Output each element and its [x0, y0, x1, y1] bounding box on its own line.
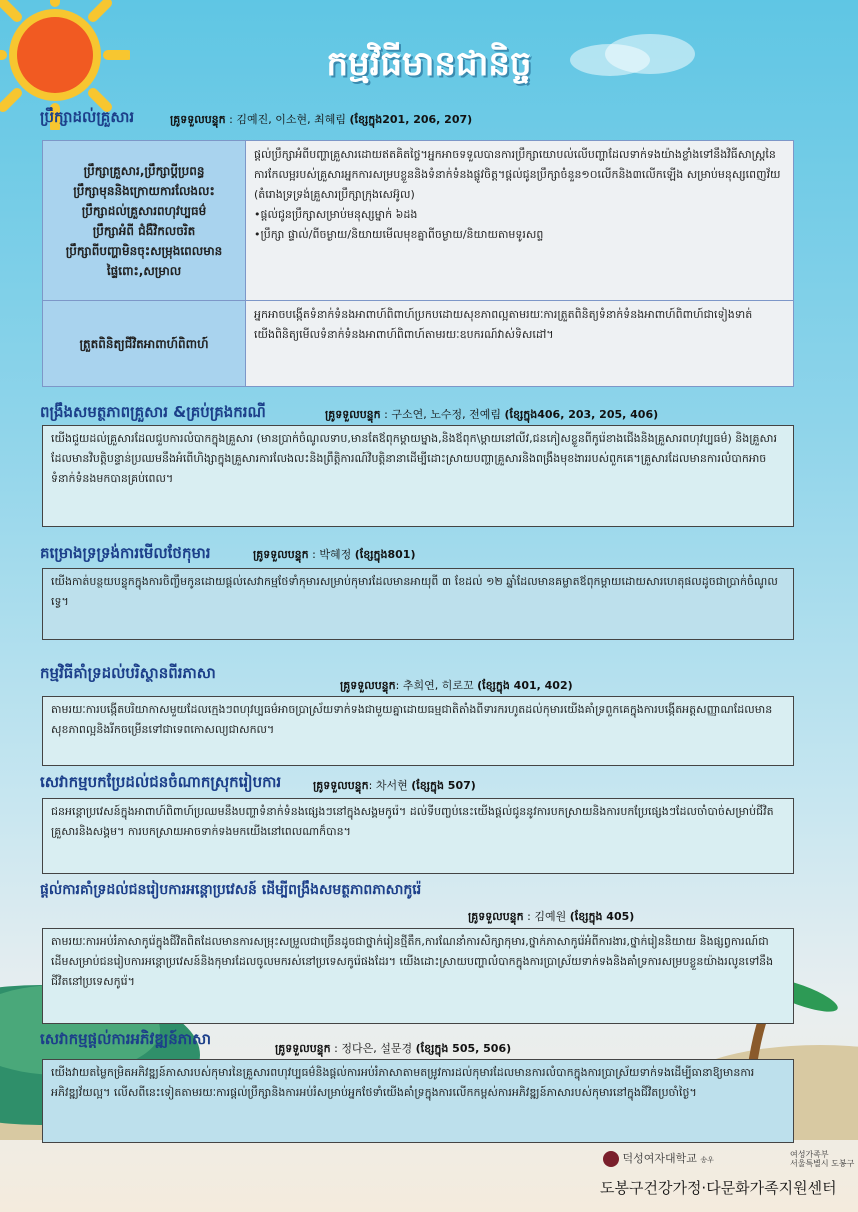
manager-room: (ខ្សែក្នុង 505, 506) [415, 1042, 512, 1055]
table-left-cell [43, 301, 246, 387]
section-body: យើងវាយតម្លៃកម្រិតអភិវឌ្ឍន៍ភាសារបស់កុមារនៃគ្រួសារពហុវប្បធម៌និងផ្ដល់ការអប់រំភាសាតាមតម្រូវការដល់កុមារដែលមានការលំបាកក្នុងការប្រាស្រ័យទាក់ទងដើម្បីធានាឱ្យមានការអភិវឌ្ឍវ័យល្អ។ លើសពីនេះទៀតតាមរយៈការផ្តល់ប្រឹក្សានិងការអប់រំសម្រាប់អ្នកថែទាំយើងគាំទ្រក្នុងការលើកកម្ពស់ការអភិវឌ្ឍន៍ភាសារបស់កុមារនៅក្នុងជីវិតប្រចាំថ្ងៃ។ [42, 1059, 794, 1143]
table-row [43, 141, 794, 301]
manager-label: គ្រូទទួលបន្ទុក [275, 1042, 331, 1055]
manager-label: គ្រូទទួលបន្ទុក [313, 779, 369, 792]
section-body: យើងជួយដល់គ្រួសារដែលជួបការលំបាកក្នុងគ្រួសារ (មានប្រាក់ចំណូលទាប,មានតែឪពុកម្តាយម្នាង,និងឪពុក\ម្ដាយនៅលីវ,ជនភៀសខ្លួនពីកូរ៉េខាងជើងនិងគ្រួសារពហុវប្បធម៌) និងគ្រួសារដែលមានវិបត្តិបន្ទាន់ប្រឈមនឹងអំពើហិង្សាក្នុងគ្រួសារការលែងលះនិងព្រឹត្តិការណ៍វិបត្តិនានាដើម្បីដោះស្រាយបញ្ហាគ្រួសារនិងពង្រឹងមុខងាររបស់ពួកគេ។គ្រួសារដែលមានការលំបាកអាចទំនាក់ទំនងមកបានគ្រប់ពេល។ [42, 425, 794, 527]
section-title-childcare: គម្រោងទ្រទ្រង់ការមើលថែកុមារ [40, 544, 211, 562]
manager-room: (ខ្សែក្នុង 405) [569, 910, 635, 923]
section-manager [313, 777, 476, 795]
university-name: 덕성여자대학교 [622, 1152, 697, 1165]
manager-label: គ្រូទទួលបន្ទុក [325, 408, 381, 421]
table-row [43, 301, 794, 387]
description-bullet: •ប្រឹក្សា ផ្ទាល់/ពីចម្ងាយ/និយាយមើលមុខគ្នាពីចម្ងាយ/និយាយតាមទូរសព្ទ [254, 228, 544, 241]
section-title-family-counseling: ប្រឹក្សាដល់គ្រួសារ [40, 108, 135, 126]
counseling-table [42, 140, 794, 387]
table-right-cell [246, 301, 794, 387]
table-left-cell [43, 141, 246, 301]
description-text: អ្នកអាចបង្កើតទំនាក់ទំនងអាពាហ៍ពិពាហ៍ប្រកបដោយសុខភាពល្អតាមរយៈការត្រួតពិនិត្យទំនាក់ទំនងអាពាហ៍ពិពាហ៍ជាទៀងទាត់ [254, 308, 753, 321]
manager-names: : 구소연, 노수정, 전예림 [380, 408, 505, 421]
manager-room: (ខ្សែក្នុង 507) [411, 779, 476, 792]
description-text: យើងពិនិត្យមើលទំនាក់ទំនងអាពាហ៍ពិពាហ៍តាមរយៈឧបករណ៍វាស់ទិសដៅ។ [254, 328, 554, 341]
manager-names: : 박혜정 [308, 548, 355, 561]
manager-room: (ខ្សែក្នុង406, 203, 205, 406) [504, 408, 659, 421]
university-logo [603, 1150, 714, 1167]
section-body: យើងកាត់បន្ថយបន្ទុកក្នុងការចិញ្ចឹមកូនដោយផ្តល់សេវាកម្មថែទាំកុមារសម្រាប់កុមារដែលមានអាយុពី ៣ ខែដល់ ១២ ឆ្នាំដែលមានគម្លាតឪពុកម្តាយដោយសារហេតុផលដូចជាប្រាក់ចំណូលទ្វេ។ [42, 568, 794, 640]
manager-room: (ខ្សែក្នុង 401, 402) [477, 679, 573, 692]
section-title-language-development: សេវាកម្មផ្តល់ការអភិវឌ្ឍន៍ភាសា [40, 1030, 212, 1048]
service-line: ប្រឹក្សាគ្រួសារ,ប្រឹក្សាប្តីប្រពន្ធ [83, 163, 205, 178]
manager-names: : 정다은, 설문경 [330, 1042, 416, 1055]
service-line: ត្រួតពិនិត្យជីវិតអាពាហ៍ពិពាហ៍ [79, 336, 209, 351]
section-body: ជនអន្តោប្រវេសន៍ក្នុងអាពាហ៍ពិពាហ៍ប្រឈមនឹងបញ្ហាទំនាក់ទំនងផ្សេងៗនៅក្នុងសង្គមកូរ៉េ។ ដល់ទីបញ្ចប់នេះយើងផ្តល់ជូននូវការបកស្រាយនិងការបកប្រែផ្សេងៗដែលចាំបាច់សម្រាប់ជីវិតគ្រួសារនិងសង្គម។ ការបកស្រាយអាចទាក់ទងមកយើងនៅពេលណាក៏បាន។ [42, 798, 794, 874]
section-title-interpretation: សេវាកម្មបកប្រែដល់ជនចំណាកស្រុករៀបការ [40, 773, 282, 791]
section-manager [253, 546, 415, 564]
manager-room: (ខ្សែក្នុង201, 206, 207) [349, 113, 473, 126]
service-line: ប្រឹក្សាអំពី ជំងឺវិកលចរិត [92, 223, 196, 238]
section-manager [275, 1040, 511, 1058]
service-line: ប្រឹក្សាដល់គ្រួសារពហុវប្បធម៌ [81, 203, 207, 218]
description-text: ផ្ដល់ប្រឹក្សាអំពីបញ្ហាគ្រួសារដោយឥតគិតថ្លៃ។អ្នកអាចទទួលបានការប្រឹក្សាយោបល់លើបញ្ហាដែលទាក់ទងយ៉ាងខ្លាំងទៅនឹងវិធីសាស្រ្តនៃការកែលម្អរបស់គ្រួសារអ្នកការសម្របខ្លួននិងទំនាក់ទំនងផ្លូវចិត្ត។ផ្ដល់ជូនប្រឹក្សាចំនួន១០លើកនិង៣លើកឡើង សម្រាប់មនុស្សពេញវ័យ (តំរោងទ្រទ្រង់គ្រួសារប្រឹក្សាក្រុងសេអ៊ូល) [254, 148, 781, 201]
manager-label: គ្រូទទួលបន្ទុក [170, 113, 226, 126]
section-body: តាមរយៈការអប់រំភាសាកូរ៉េក្នុងជីវិតពិតដែលមានការសម្រុះសម្រួលជាច្រើនដូចជាថ្នាក់រៀនថ្មីតឹក,ការណែនាំការសិក្សាកុមារ,ថ្នាក់ភាសាកូរ៉េអំពីការងារ,ថ្នាក់រៀននិយាយ និងផ្សព្វការណ៍ជាដើមសម្រាប់ជនរៀបការអន្តោប្រវេសន៍និងកុមារដែលចូលមករស់នៅប្រទេសកូរ៉េផងដែរ។ យើងដោះស្រាយបញ្ហាលំបាកក្នុងការប្រាស្រ័យទាក់ទងនិងគាំទ្រការសម្របខ្លួនយ៉ាងរលូនទៅនឹងជីវិតនៅប្រទេសកូរ៉េ។ [42, 928, 794, 1024]
description-bullet: •ផ្ដល់ជូនប្រឹក្សាសម្រាប់មនុស្សម្នាក់ ៦ដង [254, 208, 418, 221]
section-manager [170, 111, 472, 129]
ministry-logo [790, 1150, 854, 1168]
footer-center-name: 도봉구건강가정·다문화가족지원센터 [600, 1179, 837, 1197]
page-title: កម្មវិធីមានជានិច្ច [326, 44, 532, 84]
manager-names: : 추희연, 히로꼬 [395, 679, 478, 692]
table-right-cell [246, 141, 794, 301]
section-body: តាមរយៈការបង្កើតបរិយាកាសមួយដែលក្មេងៗពហុវប្បធម៌អាចប្រាស្រ័យទាក់ទងជាមួយគ្នាដោយធម្មជាតិតាំងពីទារករហូតដល់កុមារយើងគាំទ្រពួកគេក្នុងការបង្កើតអត្តសញ្ញាណដែលមានសុខភាពល្អនិងរីកចម្រើនទៅជាទេពកោសល្យជាសកល។ [42, 696, 794, 766]
manager-label: គ្រូទទួលបន្ទុក [253, 548, 309, 561]
manager-names: : 김예진, 이소현, 최혜림 [225, 113, 350, 126]
section-title-korean-support: ផ្ដល់ការគាំទ្រដល់ជនរៀបការអន្តោប្រវេសន៍ ដើម្បីពង្រឹងសមត្ថភាពភាសាកូរ៉េ [40, 882, 422, 898]
section-title-bilingual: កម្មវិធីគាំទ្រដល់បរិស្ថានពីរភាសា [40, 664, 216, 682]
section-manager [340, 677, 573, 695]
manager-label: គ្រូទទួលបន្ទុក [468, 910, 524, 923]
section-manager [468, 908, 634, 926]
manager-names: : 차서현 [368, 779, 412, 792]
district-name: 서울특별시 도봉구 [790, 1159, 855, 1168]
manager-room: (ខ្សែក្នុង801) [354, 548, 416, 561]
section-manager [325, 406, 658, 424]
service-line: ប្រឹក្សាមុននិងក្រោយការលែងលះ [73, 183, 215, 198]
service-line: ប្រឹក្សាពីបញ្ហាមិនចុះសម្រុងពេលមានផ្ទៃពោះ,សម្រាល [65, 243, 223, 278]
manager-names: : 김예원 [523, 910, 570, 923]
manager-label: គ្រូទទួលបន្ទុក [340, 679, 396, 692]
university-suffix: 송우 [700, 1156, 714, 1164]
ministry-name: 여성가족부 [790, 1150, 829, 1159]
university-emblem-icon [603, 1151, 619, 1167]
section-title-family-empowerment: ពង្រឹងសមត្ថភាពគ្រួសារ &គ្រប់គ្រងករណី [40, 403, 266, 421]
